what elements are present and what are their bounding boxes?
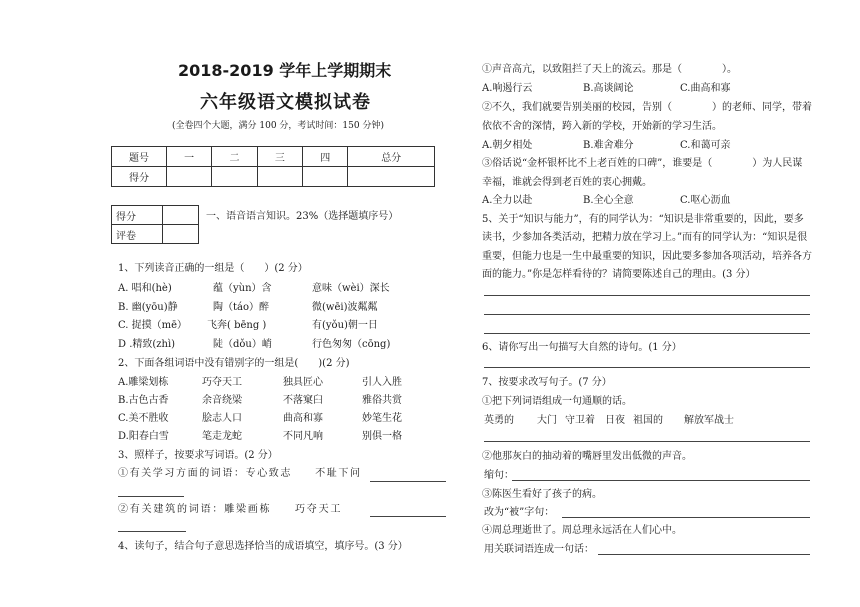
q1-option: C. 捉摸（mē） bbox=[118, 320, 188, 331]
section-score-box bbox=[111, 205, 199, 244]
q2-option: 别俱一格 bbox=[362, 431, 402, 442]
q2-option: 笔走龙蛇 bbox=[202, 431, 242, 442]
q2-stem: 2、下面各组词语中没有错别字的一组是( )(2 分) bbox=[118, 358, 350, 369]
q7-4-sentence: ④周总理逝世了。周总理永远活在人们心中。 bbox=[482, 525, 682, 536]
q3-answer-line[interactable] bbox=[370, 481, 446, 482]
section-grader-cell[interactable] bbox=[163, 225, 199, 244]
q4-item-2: ②不久，我们就要告别美丽的校园，告别（ ）的老师、同学，带着 bbox=[482, 102, 812, 113]
score-header-cell: 题号 bbox=[112, 147, 167, 167]
q1-option: 蕴（yùn）含 bbox=[213, 283, 272, 294]
q1-option: 飞奔( bēng ) bbox=[207, 320, 267, 331]
q3-line1: ①有关学习方面的词语：专心致志 不耻下问 bbox=[118, 468, 362, 479]
q2-option: D.阳春白雪 bbox=[118, 431, 169, 442]
q6-answer-line[interactable] bbox=[484, 367, 810, 368]
q4-option: C.和蔼可亲 bbox=[680, 140, 731, 151]
q1-option: 陶（táo）醉 bbox=[213, 302, 270, 313]
q1-option: 微(wēi)波粼粼 bbox=[312, 302, 378, 313]
q1-option: A. 唱和(hè) bbox=[118, 283, 172, 294]
q5-answer-line[interactable] bbox=[484, 295, 810, 296]
score-header-cell: 总分 bbox=[348, 147, 435, 167]
q4-item-3: ③俗话说“金杯银杯比不上老百姓的口碑”，谁要是（ ）为人民谋 bbox=[482, 158, 803, 169]
q4-option: A.全力以赴 bbox=[482, 195, 533, 206]
q5-answer-line[interactable] bbox=[484, 333, 810, 334]
q1-option: B. 幽(yōu)静 bbox=[118, 302, 178, 313]
q5-stem: 重要，但能力也是一生中最重要的知识，因此要多参加各项活动，培养各方 bbox=[482, 251, 812, 262]
q7-1-word: 日夜 bbox=[605, 415, 625, 426]
score-cell[interactable] bbox=[257, 167, 302, 187]
exam-title: 六年级语文模拟试卷 bbox=[200, 92, 371, 113]
q7-3-sentence: ③陈医生看好了孩子的病。 bbox=[482, 489, 602, 500]
q4-stem: 4、读句子，结合句子意思选择恰当的成语填空，填序号。(3 分） bbox=[118, 541, 408, 552]
score-header-cell: 三 bbox=[257, 147, 302, 167]
score-table-value-row bbox=[112, 167, 435, 187]
q2-option: 不落窠臼 bbox=[283, 395, 323, 406]
score-cell[interactable] bbox=[167, 167, 212, 187]
section-grader-label: 评卷 bbox=[112, 225, 163, 244]
q1-option: 行色匆匆（cōng) bbox=[312, 339, 391, 350]
q7-1-instruction: ①把下列词语组成一句通顺的话。 bbox=[482, 396, 632, 407]
section-score-cell[interactable] bbox=[163, 206, 199, 225]
q2-option: C.美不胜收 bbox=[118, 413, 169, 424]
q4-option: C.呕心沥血 bbox=[680, 195, 731, 206]
q7-1-word: 解放军战士 bbox=[684, 415, 734, 426]
score-header-cell: 二 bbox=[212, 147, 257, 167]
q7-1-answer-line[interactable] bbox=[484, 441, 810, 442]
q7-2-answer-line[interactable] bbox=[512, 480, 810, 481]
q7-4-answer-line[interactable] bbox=[598, 554, 810, 555]
q2-option: B.古色古香 bbox=[118, 395, 169, 406]
q2-option: 曲高和寡 bbox=[283, 413, 323, 424]
q1-option: D .精致(zhì) bbox=[118, 339, 176, 350]
score-header-cell: 一 bbox=[167, 147, 212, 167]
q4-item-1: ①声音高亢，以致阻拦了天上的流云。那是（ ）。 bbox=[482, 64, 737, 75]
q2-option: 不同凡响 bbox=[283, 431, 323, 442]
q7-3-prompt: 改为“被”字句： bbox=[484, 507, 555, 518]
q4-option: B.难舍难分 bbox=[583, 140, 634, 151]
q4-item-3-cont: 幸福，谁就会得到老百姓的衷心拥戴。 bbox=[482, 177, 652, 188]
score-cell[interactable] bbox=[303, 167, 348, 187]
q1-option: 意味（wèi）深长 bbox=[312, 283, 390, 294]
q3-line2: ②有关建筑的词语：雕梁画栋 巧夺天工 bbox=[118, 504, 343, 515]
q5-stem: 5、关于“知识与能力”，有的同学认为：“知识是非常重要的，因此，要多 bbox=[482, 214, 804, 225]
q4-option: C.曲高和寡 bbox=[680, 83, 731, 94]
q3-answer-line[interactable] bbox=[118, 496, 184, 497]
section1-title: 一、语音语言知识。23%（选择题填序号） bbox=[206, 211, 399, 222]
q3-answer-line[interactable] bbox=[370, 516, 446, 517]
q2-option: 余音绕梁 bbox=[202, 395, 242, 406]
q7-3-answer-line[interactable] bbox=[562, 517, 810, 518]
q7-2-sentence: ②他那灰白的抽动着的嘴唇里发出低微的声音。 bbox=[482, 451, 692, 462]
q2-option: 巧夺天工 bbox=[202, 377, 242, 388]
q7-2-prompt: 缩句： bbox=[484, 470, 514, 481]
q2-option: 脍志人口 bbox=[202, 413, 242, 424]
q2-option: 独具匠心 bbox=[283, 377, 323, 388]
q4-item-2-cont: 依依不舍的深情，跨入新的学校，开始新的学习生活。 bbox=[482, 121, 722, 132]
q2-option: 雅俗共赏 bbox=[362, 395, 402, 406]
q7-1-word: 英勇的 bbox=[484, 415, 514, 426]
q7-4-prompt: 用关联词语连成一句话： bbox=[484, 544, 594, 555]
q1-option: 有(yǒu)朝一日 bbox=[312, 320, 378, 331]
q5-stem: 读书，少参加各类活动，把精力放在学习上。”而有的同学认为：“知识是很 bbox=[482, 232, 808, 243]
score-table-header-row bbox=[112, 147, 435, 167]
q4-option: A.朝夕相处 bbox=[482, 140, 533, 151]
score-cell[interactable] bbox=[212, 167, 257, 187]
q7-stem: 7、按要求改写句子。(7 分） bbox=[482, 377, 612, 388]
q4-option: B.全心全意 bbox=[583, 195, 634, 206]
score-table bbox=[111, 146, 435, 187]
q3-answer-line[interactable] bbox=[118, 531, 186, 532]
q7-1-word: 大门 bbox=[537, 415, 557, 426]
q5-answer-line[interactable] bbox=[484, 314, 810, 315]
q1-option: 陡（dǒu）峭 bbox=[213, 339, 272, 350]
q2-option: A.雕梁划栋 bbox=[118, 377, 169, 388]
q7-1-word: 守卫着 bbox=[565, 415, 595, 426]
q4-option: B.高谈阔论 bbox=[583, 83, 634, 94]
q5-stem: 面的能力。”你是怎样看待的？请简要陈述自己的理由。(3 分） bbox=[482, 269, 756, 280]
q3-stem: 3、照样子，按要求写词语。(2 分） bbox=[118, 450, 278, 461]
exam-note: (全卷四个大题，满分 100 分，考试时间：150 分钟) bbox=[172, 121, 384, 131]
score-row-label: 得分 bbox=[112, 167, 167, 187]
exam-title-year: 2018-2019 学年上学期期末 bbox=[178, 61, 392, 80]
section-score-label: 得分 bbox=[112, 206, 163, 225]
q1-stem: 1、下列读音正确的一组是（ ）(2 分） bbox=[118, 263, 308, 274]
q7-1-word: 祖国的 bbox=[633, 415, 663, 426]
q2-option: 妙笔生花 bbox=[362, 413, 402, 424]
q2-option: 引人入胜 bbox=[362, 377, 402, 388]
score-header-cell: 四 bbox=[303, 147, 348, 167]
score-cell[interactable] bbox=[348, 167, 435, 187]
q4-option: A.响遏行云 bbox=[482, 83, 533, 94]
q6-stem: 6、请你写出一句描写大自然的诗句。(1 分） bbox=[482, 342, 682, 353]
